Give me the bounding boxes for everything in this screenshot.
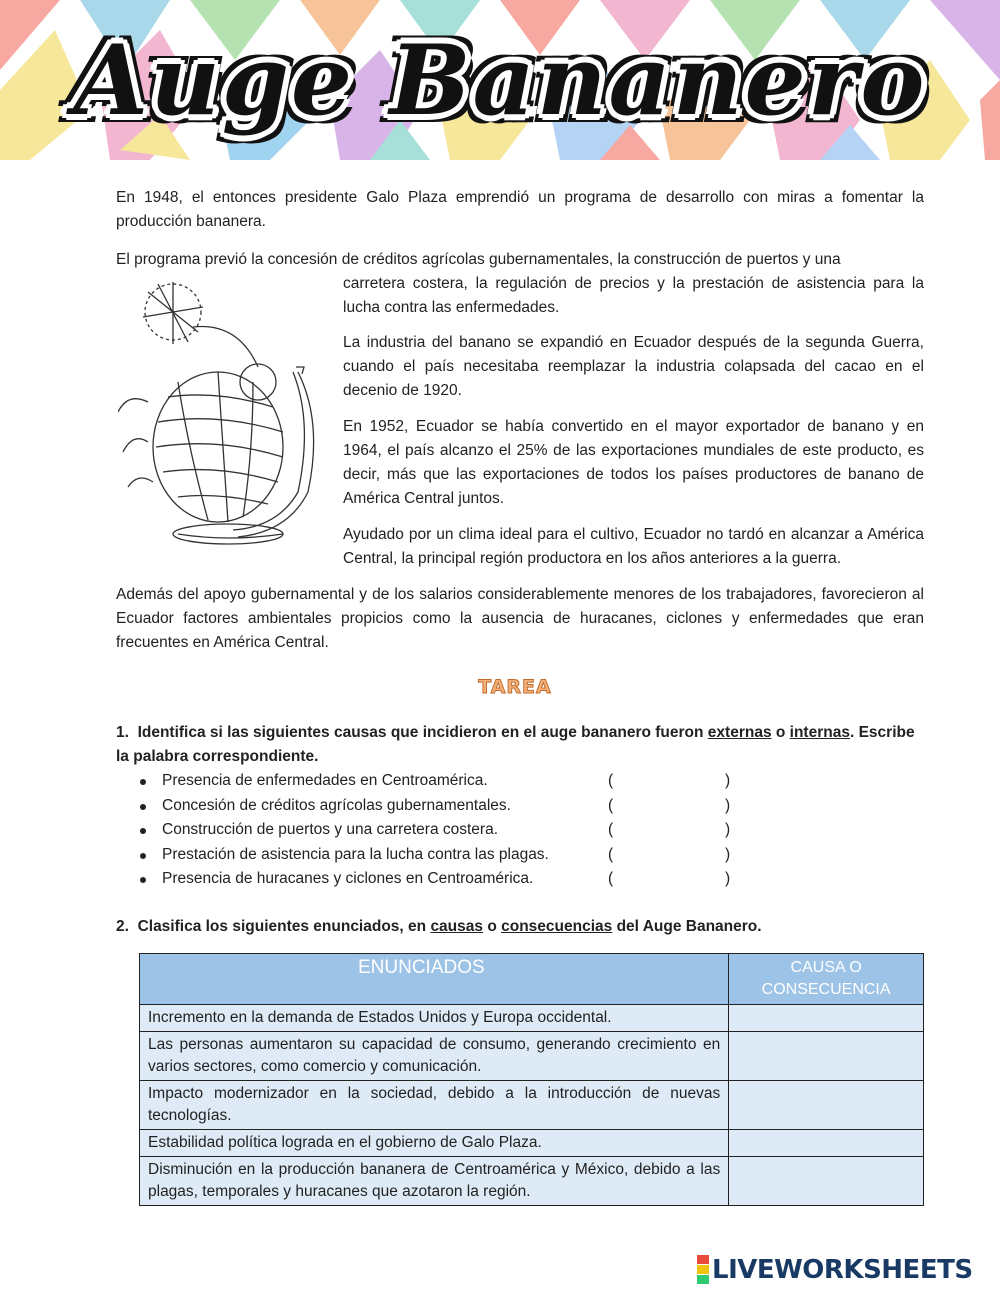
table-row (140, 1081, 924, 1130)
question-2-text-c: del Auge Bananero. (616, 918, 762, 935)
answer-paren-close: ) (725, 821, 731, 839)
banana-illustration (118, 272, 333, 562)
table-row (140, 1157, 924, 1206)
question-2-number: 2. (116, 918, 129, 935)
logo-text: LIVEWORKSHEETS (712, 1255, 973, 1285)
answer-paren-close: ) (725, 796, 731, 814)
list-item-text: Concesión de créditos agrícolas gubernamentales. (162, 796, 511, 814)
page-title: Auge Bananero (73, 23, 927, 137)
answer-paren-open[interactable]: ( (608, 796, 614, 814)
list-item (140, 769, 760, 794)
answer-paren-open[interactable]: ( (608, 772, 614, 789)
statement-cell: Impacto modernizador en la sociedad, debido a la introducción de nuevas tecnologías. (140, 1081, 729, 1130)
list-item (140, 867, 760, 892)
question-1-text-c: . Escribe la palabra correspondiente. (116, 724, 915, 765)
answer-cell[interactable] (729, 1157, 924, 1206)
question-2-text-b: o (487, 918, 497, 935)
question-1 (116, 721, 924, 769)
header-banner (0, 0, 1000, 160)
classification-table (139, 953, 924, 1206)
bullet-icon (140, 828, 146, 834)
question-1-text-b: o (775, 724, 786, 741)
logo-blocks-icon (697, 1255, 709, 1285)
list-item (140, 818, 760, 843)
list-item (140, 794, 760, 819)
paragraph-intro: En 1948, el entonces presidente Galo Plaza emprendió un programa de desarrollo con miras a fomentar la producción bananera. (116, 189, 924, 230)
banana-drawing-icon (118, 272, 333, 562)
paragraph-exporter: En 1952, Ecuador se había convertido en el mayor exportador de banano y en 1964, el país alcanzo el 25% de las exportaciones mundiales de este producto, es decir, más que las exportaciones de todos los países productores de banano de América Central juntos. (343, 418, 924, 507)
question-1-text-a: Identifica si las siguientes causas que incidieron en el auge bananero fueron (137, 724, 704, 741)
list-item-text: Presencia de huracanes y ciclones en Centroamérica. (162, 870, 534, 888)
list-item-text: Construcción de puertos y una carretera costera. (162, 821, 499, 839)
tarea-heading: TAREA (478, 676, 552, 698)
paragraph-program-rest: carretera costera, la regulación de precios y la prestación de asistencia para la lucha contra las enfermedades. (343, 275, 924, 316)
question-1-number: 1. (116, 724, 129, 741)
paragraph-industry: La industria del banano se expandió en Ecuador después de la segunda Guerra, cuando el país necesitaba reemplazar la industria colapsada del cacao en el decenio de 1920. (343, 334, 924, 399)
header-causa-consecuencia: CAUSA O CONSECUENCIA (729, 954, 924, 1005)
answer-cell[interactable] (729, 1130, 924, 1157)
table-header-row (140, 954, 924, 1005)
list-item (140, 843, 760, 868)
question-2-word-causas: causas (430, 918, 484, 935)
question-1-word-internas: internas (789, 724, 850, 741)
statement-cell: Incremento en la demanda de Estados Unidos y Europa occidental. (140, 1005, 729, 1032)
answer-paren-close: ) (725, 772, 731, 789)
header-enunciados: ENUNCIADOS (140, 954, 729, 1005)
paragraph-climate: Ayudado por un clima ideal para el cultivo, Ecuador no tardó en alcanzar a América Central, la principal región productora en los años anteriores a la guerra. (343, 526, 924, 567)
list-item-text: Presencia de enfermedades en Centroamérica. (162, 772, 488, 789)
paragraph-program-line1: El programa previó la concesión de créditos agrícolas gubernamentales, la construcción de puertos y una (116, 251, 841, 268)
statement-cell: Las personas aumentaron su capacidad de consumo, generando crecimiento en varios sectores, como comercio y comunicación. (140, 1032, 729, 1081)
answer-cell[interactable] (729, 1081, 924, 1130)
paragraph-factors: Además del apoyo gubernamental y de los salarios considerablemente menores de los trabajadores, favorecieron al Ecuador factores ambientales propicios como la ausencia de huracanes, ciclones y enfermedades que eran frecuentes en América Central. (116, 586, 924, 651)
table-row (140, 1005, 924, 1032)
table-row (140, 1130, 924, 1157)
question-1-word-externas: externas (707, 724, 772, 741)
answer-paren-open[interactable]: ( (608, 845, 614, 863)
bullet-icon (140, 877, 146, 883)
bullet-icon (140, 779, 146, 785)
question-2-text-a: Clasifica los siguientes enunciados, en (137, 918, 427, 935)
bullet-icon (140, 804, 146, 810)
answer-cell[interactable] (729, 1005, 924, 1032)
liveworksheets-logo (697, 1254, 973, 1286)
bullet-icon (140, 853, 146, 859)
statement-cell: Disminución en la producción bananera de Centroamérica y México, debido a las plagas, temporales y huracanes que azotaron la región. (140, 1157, 729, 1206)
question-2 (116, 915, 924, 939)
question-2-word-consecuencias: consecuencias (501, 918, 613, 935)
answer-paren-open[interactable]: ( (608, 870, 614, 888)
answer-paren-open[interactable]: ( (608, 821, 614, 839)
statement-cell: Estabilidad política lograda en el gobierno de Galo Plaza. (140, 1130, 729, 1157)
answer-cell[interactable] (729, 1032, 924, 1081)
answer-paren-close: ) (725, 870, 731, 888)
table-row (140, 1032, 924, 1081)
list-item-text: Prestación de asistencia para la lucha contra las plagas. (162, 845, 549, 863)
question-1-list (140, 769, 760, 892)
answer-paren-close: ) (725, 845, 731, 863)
